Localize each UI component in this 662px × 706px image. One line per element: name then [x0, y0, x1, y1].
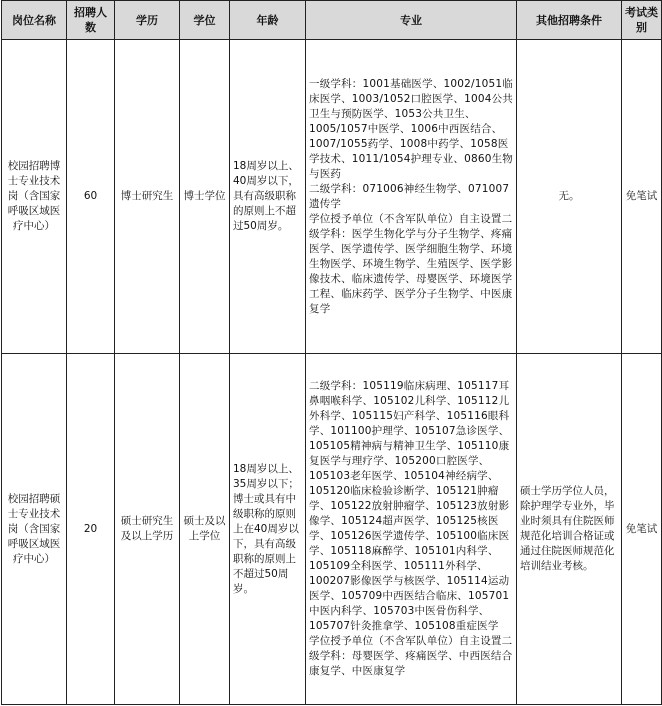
recruitment-table	[1, 0, 662, 705]
age-cell: 18周岁以上、40周岁以下，具有高级职称的原则上不超过50周岁。	[230, 40, 306, 354]
table-row	[2, 354, 662, 705]
header-age: 年龄	[230, 1, 306, 40]
education-cell: 硕士研究生及以上学历	[115, 354, 180, 705]
header-other-conditions: 其他招聘条件	[517, 1, 622, 40]
major-text: 二级学科：105119临床病理、105117耳鼻咽喉科学、105102儿科学、105112儿外科学、105115妇产科学、105116眼科学、101100护理学、105107急诊医学、105105精神病与精神卫生学、105110康复医学与理疗学、105200口腔医学、105103老年医学、105104神经病学、105120临床检验诊断学、105121肿瘤学、105122放射肿瘤学、105123放射影像学、105124超声医学、105125核医学、105126医学遗传学、105100临床医学、105118麻醉学、105101内科学、105109全科医学、105111外科学、100207影像医学与核医学、105114运动医学、105709中西医结合临床、105701中医内科学、105703中医骨伤科学、105707针灸推拿学、105108重症医学 学位授予单位（不含军队单位）自主设置二级学科：母婴医学、疼痛医学、中西医结合康复学、中医康复学	[309, 380, 513, 677]
table-row	[2, 40, 662, 354]
header-degree: 学位	[180, 1, 230, 40]
header-exam-type: 考试类别	[622, 1, 662, 40]
other-conditions-cell: 硕士学历学位人员，除护理学专业外，毕业时须具有住院医师规范化培训合格证或通过住院医师规范化培训结业考核。	[517, 354, 622, 705]
major-text: 一级学科：1001基础医学、1002/1051临床医学、1003/1052口腔医学、1004公共卫生与预防医学、1053公共卫生、1005/1057中医学、1006中西医结合、1007/1055药学、1008中药学、1058医学技术、1011/1054护理专业、0860生物与医药 二级学科：071006神经生物学、071007遗传学 学位授予单位（不含军队单位）自主设置二级学科：医学生物化学与分子生物学、疼痛医学、医学遗传学、医学细胞生物学、环境生物医学、环境生物学、生殖医学、医学影像技术、临床遗传学、母婴医学、环境医学工程、临床药学、医学分子生物学、中医康复学	[309, 77, 514, 315]
post-name-cell: 校园招聘硕士专业技术岗（含国家呼吸区域医疗中心）	[2, 354, 67, 705]
education-cell: 博士研究生	[115, 40, 180, 354]
degree-cell: 硕士及以上学位	[180, 354, 230, 705]
age-cell: 18周岁以上、35周岁以下；博士或具有中级职称的原则上在40周岁以下，具有高级职称的原则上不超过50周岁。	[230, 354, 306, 705]
count-cell: 20	[67, 354, 115, 705]
other-conditions-cell: 无。	[517, 40, 622, 354]
degree-cell: 博士学位	[180, 40, 230, 354]
exam-type-cell: 免笔试	[622, 354, 662, 705]
header-post: 岗位名称	[2, 1, 67, 40]
major-cell	[306, 354, 517, 705]
count-cell: 60	[67, 40, 115, 354]
major-cell	[306, 40, 517, 354]
exam-type-cell: 免笔试	[622, 40, 662, 354]
header-count: 招聘人数	[67, 1, 115, 40]
header-education: 学历	[115, 1, 180, 40]
header-row	[2, 1, 662, 40]
post-name-cell: 校园招聘博士专业技术岗（含国家呼吸区域医疗中心）	[2, 40, 67, 354]
header-major: 专业	[306, 1, 517, 40]
